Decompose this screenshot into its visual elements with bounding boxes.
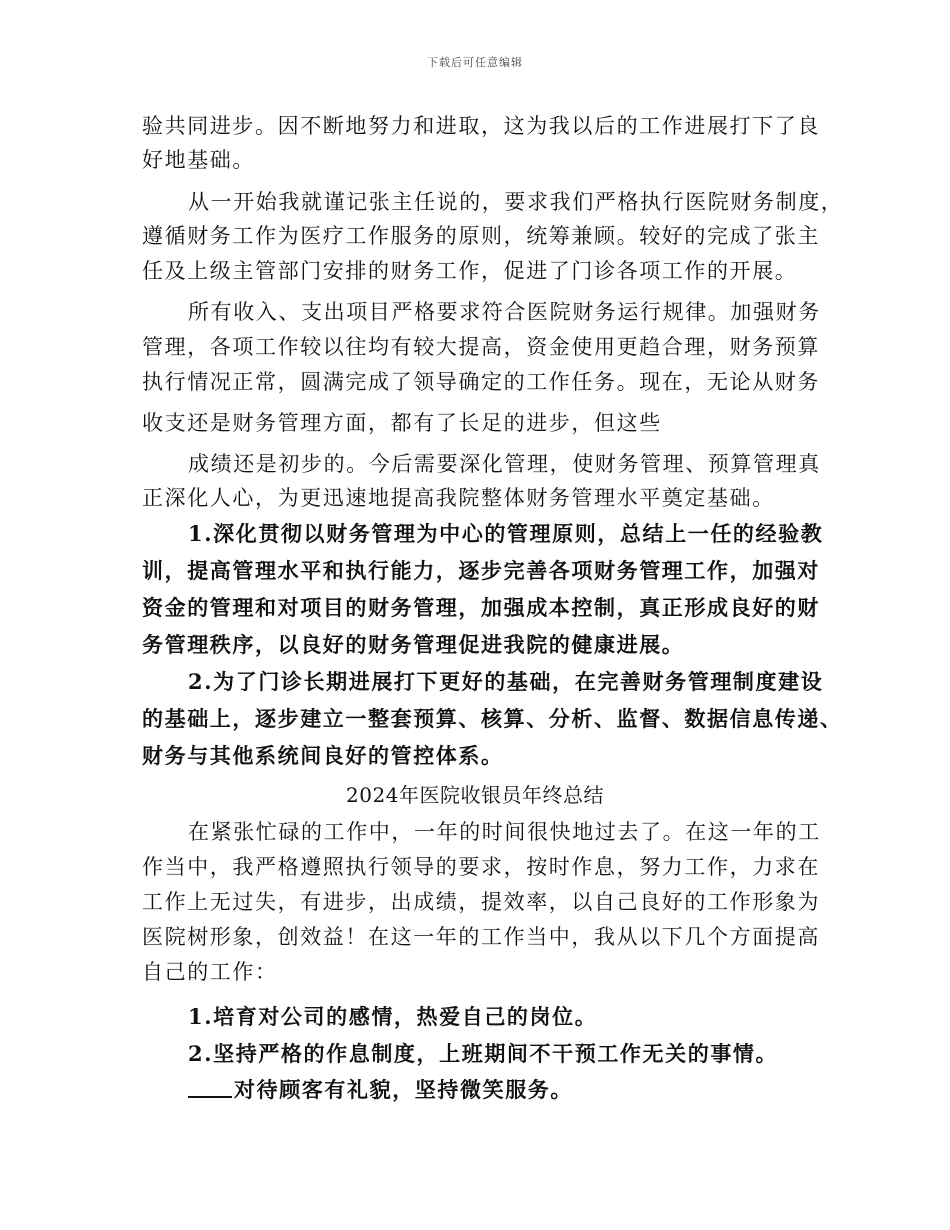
paragraph-line: 从一开始我就谨记张主任说的，要求我们严格执行医院财务制度， [188,190,844,214]
list-item-text: 对待顾客有礼貌，坚持微笑服务。 [234,1077,573,1102]
paragraph-line: 自己的工作： [142,960,278,984]
paragraph-line: 任及上级主管部门安排的财务工作，促进了门诊各项工作的开展。 [142,259,798,283]
paragraph-line: 所有收入、支出项目严格要求符合医院财务运行规律。加强财务 [188,300,821,324]
paragraph-line: 在紧张忙碌的工作中，一年的时间很快地过去了。在这一年的工 [188,820,821,844]
paragraph-line: 验共同进步。因不断地努力和进取，这为我以后的工作进展打下了良 [142,114,820,138]
bold-list-item: 1.培育对公司的感情，热爱自己的岗位。 [188,1004,598,1029]
bold-list-item-with-blank [188,1075,573,1105]
paragraph-line: 执行情况正常，圆满完成了领导确定的工作任务。现在，无论从财务 [142,370,820,394]
paragraph-line: 收支还是财务管理方面，都有了长足的进步，但这些 [142,411,662,435]
paragraph-line: 好地基础。 [142,148,255,172]
section-title: 2024年医院收银员年终总结 [346,783,604,807]
bold-paragraph-line: 2.为了门诊长期进展打下更好的基础，在完善财务管理制度建设 [188,669,824,694]
bold-paragraph-line: 的基础上，逐步建立一整套预算、核算、分析、监督、数据信息传递、 [142,706,843,731]
page-header: 下载后可任意编辑 [427,56,523,69]
bold-list-item: 2.坚持严格的作息制度，上班期间不干预工作无关的事情。 [188,1041,779,1066]
paragraph-line: 成绩还是初步的。今后需要深化管理，使财务管理、预算管理真 [188,452,821,476]
paragraph-line: 作当中，我严格遵照执行领导的要求，按时作息，努力工作，力求在 [142,855,820,879]
paragraph-line: 医院树形象，创效益！在这一年的工作当中，我从以下几个方面提高 [142,925,820,949]
fill-in-blank [188,1076,232,1098]
paragraph-line: 遵循财务工作为医疗工作服务的原则，统筹兼顾。较好的完成了张主 [142,224,820,248]
bold-paragraph-line: 务管理秩序，以良好的财务管理促进我院的健康进展。 [142,632,685,657]
bold-paragraph-line: 1.深化贯彻以财务管理为中心的管理原则，总结上一任的经验教 [188,521,824,546]
bold-paragraph-line: 资金的管理和对项目的财务管理，加强成本控制，真正形成良好的财 [142,595,820,620]
paragraph-line: 正深化人心，为更迅速地提高我院整体财务管理水平奠定基础。 [142,486,775,510]
bold-paragraph-line: 训，提高管理水平和执行能力，逐步完善各项财务管理工作，加强对 [142,558,820,583]
paragraph-line: 工作上无过失，有进步，出成绩，提效率，以自己良好的工作形象为 [142,890,820,914]
bold-paragraph-line: 财务与其他系统间良好的管控体系。 [142,743,504,768]
paragraph-line: 管理，各项工作较以往均有较大提高，资金使用更趋合理，财务预算 [142,335,820,359]
